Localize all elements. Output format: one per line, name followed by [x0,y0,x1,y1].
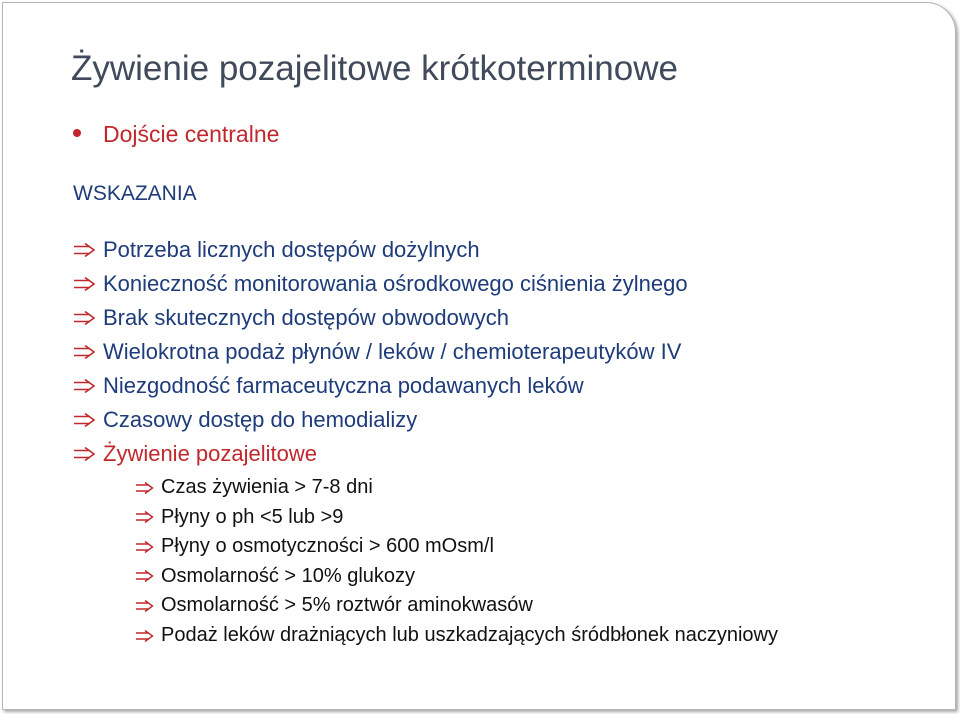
implies-arrow-icon [73,310,103,326]
implies-arrow-icon [135,510,161,524]
list-item [73,301,933,335]
bullet-text: Dojście centralne [103,121,280,147]
parenteral-sublist [135,473,933,647]
sublist-item [135,532,933,562]
sublist-item-text: Czas żywienia > 7-8 dni [161,476,373,499]
list-item-text: Konieczność monitorowania ośrodkowego ciśnienia żylnego [103,271,688,296]
list-item-text: Potrzeba licznych dostępów dożylnych [103,237,480,262]
indications-list [73,233,933,647]
sublist-item [135,473,933,503]
list-item-text: Wielokrotna podaż płynów / leków / chemioterapeutyków IV [103,339,682,364]
list-item [73,403,933,437]
sublist-item-text: Płyny o osmotyczności > 600 mOsm/l [161,535,494,558]
list-item-text: Żywienie pozajelitowe [103,441,317,466]
implies-arrow-icon [73,378,103,394]
implies-arrow-icon [73,412,103,428]
sublist-item [135,621,933,647]
list-item-text: Niezgodność farmaceutyczna podawanych leków [103,373,584,398]
sublist-item [135,503,933,533]
list-item [73,233,933,267]
sublist-item-text: Osmolarność > 10% glukozy [161,564,416,587]
sublist-item-text: Osmolarność > 5% roztwór aminokwasów [161,594,533,617]
implies-arrow-icon [73,276,103,292]
list-item-highlighted [73,437,933,471]
implies-arrow-icon [135,599,161,613]
implies-arrow-icon [73,446,103,462]
implies-arrow-icon [73,344,103,360]
slide-frame [2,2,956,710]
implies-arrow-icon [135,569,161,583]
slide-title: Żywienie pozajelitowe krótkoterminowe [71,49,678,88]
bullet-dojscie-centralne [73,121,279,148]
list-item [73,335,933,369]
list-item-text: Brak skutecznych dostępów obwodowych [103,305,509,330]
bullet-dot-icon [73,129,81,137]
implies-arrow-icon [73,242,103,258]
sublist-item [135,591,933,621]
list-item-text: Czasowy dostęp do hemodializy [103,407,418,432]
implies-arrow-icon [135,629,161,643]
sublist-item [135,562,933,592]
implies-arrow-icon [135,540,161,554]
list-item [73,267,933,301]
implies-arrow-icon [135,481,161,495]
section-heading-wskazania: WSKAZANIA [73,182,197,205]
list-item [73,369,933,403]
sublist-item-text: Podaż leków drażniących lub uszkadzających śródbłonek naczyniowy [161,623,778,646]
sublist-item-text: Płyny o ph <5 lub >9 [161,505,344,528]
